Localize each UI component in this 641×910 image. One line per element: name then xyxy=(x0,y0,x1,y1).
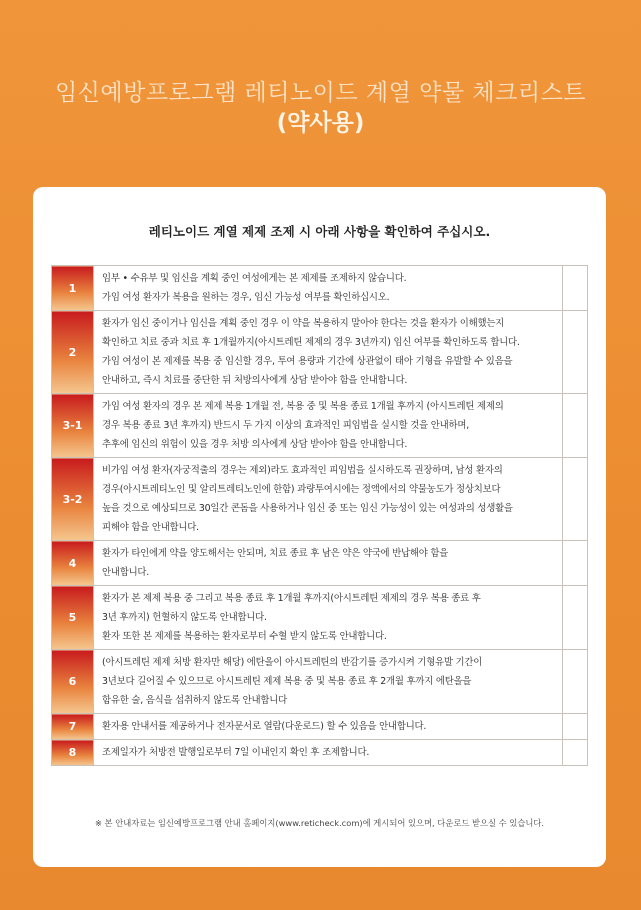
item-number: 6 xyxy=(52,650,94,714)
checklist-row xyxy=(52,394,588,458)
checklist-row xyxy=(52,266,588,311)
item-line: 가임 여성 환자의 경우 본 제제 복용 1개월 전, 복용 중 및 복용 종료 1개월 후까지 (아시트레틴 제제의 xyxy=(102,401,504,412)
check-box[interactable] xyxy=(563,586,588,650)
item-number: 1 xyxy=(52,266,94,311)
page-title: 임신예방프로그램 레티노이드 계열 약물 체크리스트 xyxy=(54,80,587,106)
item-line: 확인하고 치료 중과 치료 후 1개월까지(아시트레틴 제제의 경우 3년까지) 임신 여부를 확인하도록 합니다. xyxy=(102,337,520,348)
item-text xyxy=(94,714,563,740)
footnote: ※ 본 안내자료는 임신예방프로그램 안내 홈페이지(www.reticheck.com)에 게시되어 있으며, 다운로드 받으실 수 있습니다. xyxy=(94,818,545,828)
item-line: 환자 또한 본 제제를 복용하는 환자로부터 수혈 받지 않도록 안내합니다. xyxy=(102,631,387,642)
item-text xyxy=(94,394,563,458)
checklist-row xyxy=(52,458,588,541)
checklist-card xyxy=(33,187,606,867)
item-text xyxy=(94,266,563,311)
item-number: 8 xyxy=(52,740,94,766)
check-box[interactable] xyxy=(563,650,588,714)
item-line: 환자가 본 제제 복용 중 그리고 복용 종료 후 1개월 후까지(아시트레틴 제제의 경우 복용 종료 후 xyxy=(102,593,481,604)
item-text xyxy=(94,311,563,394)
check-box[interactable] xyxy=(563,266,588,311)
check-box[interactable] xyxy=(563,394,588,458)
checklist-table xyxy=(51,265,588,766)
checklist-row xyxy=(52,541,588,586)
item-line: 3년 후까지) 헌혈하지 않도록 안내합니다. xyxy=(102,612,267,623)
page-subtitle: (약사용) xyxy=(276,110,365,136)
item-line: 조제일자가 처방전 발행일로부터 7일 이내인지 확인 후 조제합니다. xyxy=(102,747,370,758)
item-number: 3-2 xyxy=(52,458,94,541)
item-line: 추후에 임신의 위험이 있을 경우 처방 의사에게 상담 받아야 함을 안내합니다. xyxy=(102,439,408,450)
checklist-row xyxy=(52,650,588,714)
item-line: 안내합니다. xyxy=(102,567,150,578)
item-number: 4 xyxy=(52,541,94,586)
check-box[interactable] xyxy=(563,541,588,586)
item-line: 함유한 술, 음식을 섭취하지 않도록 안내합니다 xyxy=(102,695,287,706)
item-line: 환자가 타인에게 약을 양도해서는 안되며, 치료 종료 후 남은 약은 약국에 반납해야 함을 xyxy=(102,548,449,559)
item-text xyxy=(94,740,563,766)
item-line: 가임 여성이 본 제제를 복용 중 임신할 경우, 투여 용량과 기간에 상관없이 태아 기형을 유발할 수 있음을 xyxy=(102,356,513,367)
item-line: 환자가 임신 중이거나 임신을 계획 중인 경우 이 약을 복용하지 말아야 한다는 것을 환자가 이해했는지 xyxy=(102,318,505,329)
check-box[interactable] xyxy=(563,458,588,541)
item-line: (아시트레틴 제제 처방 환자만 해당) 에탄올이 아시트레틴의 반감기를 증가시켜 기형유발 기간이 xyxy=(102,657,483,668)
item-line: 비가임 여성 환자(자궁적출의 경우는 제외)라도 효과적인 피임법을 실시하도록 권장하며, 남성 환자의 xyxy=(102,465,503,476)
checklist-row xyxy=(52,714,588,740)
checklist-row xyxy=(52,740,588,766)
item-line: 가임 여성 환자가 복용을 원하는 경우, 임신 가능성 여부를 확인하십시오. xyxy=(102,292,390,303)
item-line: 안내하고, 즉시 치료를 중단한 뒤 처방의사에게 상담 받아야 함을 안내합니다. xyxy=(102,375,408,386)
item-number: 7 xyxy=(52,714,94,740)
checklist-row xyxy=(52,311,588,394)
instruction-text: 레티노이드 계열 제제 조제 시 아래 사항을 확인하여 주십시오. xyxy=(148,224,491,239)
item-number: 2 xyxy=(52,311,94,394)
item-line: 경우(아시트레티노인 및 알리트레티노인에 한함) 과량투여시에는 정액에서의 약물농도가 정상치보다 xyxy=(102,484,501,495)
item-line: 환자용 안내서를 제공하거나 전자문서로 열람(다운로드) 할 수 있음을 안내합니다. xyxy=(102,721,427,732)
item-line: 경우 복용 종료 3년 후까지) 반드시 두 가지 이상의 효과적인 피임법을 실시할 것을 안내하며, xyxy=(102,420,469,431)
item-line: 피해야 함을 안내합니다. xyxy=(102,522,199,533)
item-text xyxy=(94,650,563,714)
check-box[interactable] xyxy=(563,311,588,394)
check-box[interactable] xyxy=(563,740,588,766)
item-line: 3년보다 길어질 수 있으므로 아시트레틴 제제 복용 중 및 복용 종료 후 2개월 후까지 에탄올을 xyxy=(102,676,472,687)
check-box[interactable] xyxy=(563,714,588,740)
item-text xyxy=(94,541,563,586)
item-text xyxy=(94,458,563,541)
item-number: 3-1 xyxy=(52,394,94,458)
item-line: 임부 • 수유부 및 임신을 계획 중인 여성에게는 본 제제를 조제하지 않습니다. xyxy=(102,273,407,284)
checklist-row xyxy=(52,586,588,650)
item-text xyxy=(94,586,563,650)
item-number: 5 xyxy=(52,586,94,650)
item-line: 높을 것으로 예상되므로 30일간 콘돔을 사용하거나 임신 중 또는 임신 가능성이 있는 여성과의 성생활을 xyxy=(102,503,513,514)
